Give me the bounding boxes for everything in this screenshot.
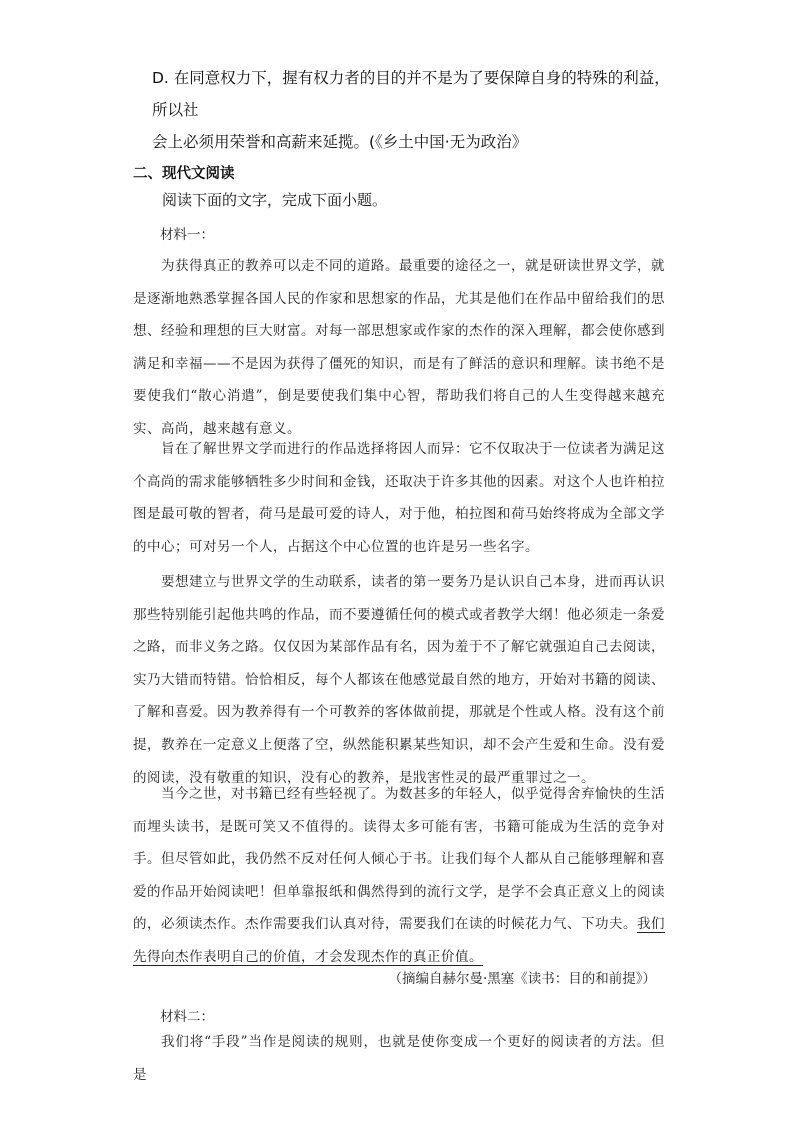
paragraph-main-text: 当今之世，对书籍已经有些轻视了。为数甚多的年轻人，似乎觉得舍弃愉快的生活而埋头读书，是既可笑又不值得的。读得太多可能有害，书籍可能成为生活的竞争对手。但尽管如此，我仍然不反对任何人倾心于书。让我们每个人都从自己能够理解和喜爱的作品开始阅读吧！但单靠报纸和偶然得到的流行文学，是学不会真正意义上的阅读的，必须读杰作。杰作需要我们认真对待，需要我们在读的时候花力气、下功夫。 <box>133 786 665 933</box>
material-1-label: 材料一： <box>160 227 214 243</box>
paragraph-text: 我们将“手段”当作是阅读的规则，也就是使你变成一个更好的阅读者的方法。但是 <box>133 1034 665 1083</box>
underlined-sentence: 我们先得向杰作表明自己的价值，才会发现杰作的真正价值。 <box>133 916 665 965</box>
material-1-paragraph-2 <box>133 433 665 563</box>
section-heading: 二、现代文阅读 <box>133 166 235 182</box>
paragraph-text: 要想建立与世界文学的生动联系，读者的第一要务乃是认识自己本身，进而再认识那些特别能引起他共鸣的作品，而不要遵循任何的模式或者教学大纲！他必须走一条爱之路，而非义务之路。仅仅因为某部作品有名，因为羞于不了解它就强迫自己去阅读，实乃大错而特错。恰恰相反，每个人都该在他感觉最自然的地方，开始对书籍的阅读、了解和喜爱。因为教养得有一个可教养的客体做前提，那就是个性或人格。没有这个前提，教养在一定意义上便落了空，纵然能积累某些知识，却不会产生爱和生命。没有爱的阅读，没有敬重的知识，没有心的教养，是戕害性灵的最严重罪过之一。 <box>133 574 665 786</box>
option-d-line-2: 会上必须用荣誉和高薪来延揽。(《乡土中国·无为政治》 <box>152 133 528 151</box>
material-2-label: 材料二： <box>160 1009 214 1025</box>
paragraph-text <box>133 778 665 974</box>
paragraph-text: 旨在了解世界文学而进行的作品选择将因人而异：它不仅取决于一位读者为满足这个高尚的需求能够牺牲多少时间和金钱，还取决于许多其他的因素。对这个人也许柏拉图是最可敬的智者，荷马是最可爱的诗人，对于他，柏拉图和荷马始终将成为全部文学的中心；可对另一个人，占据这个中心位置的也许是另一些名字。 <box>133 441 665 555</box>
option-d <box>152 62 682 158</box>
material-1-paragraph-1 <box>133 250 665 446</box>
option-d-line-1: D. 在同意权力下，握有权力者的目的并不是为了要保障自身的特殊的利益，所以社 <box>152 69 670 119</box>
material-1-paragraph-4 <box>133 778 665 974</box>
material-1-paragraph-3 <box>133 566 665 794</box>
material-1-source: （摘编自赫尔曼·黑塞《读书：目的和前提》） <box>388 971 656 987</box>
paragraph-text: 为获得真正的教养可以走不同的道路。最重要的途径之一，就是研读世界文学，就是逐渐地熟悉掌握各国人民的作家和思想家的作品，尤其是他们在作品中留给我们的思想、经验和理想的巨大财富。对每一部思想家或作家的杰作的深入理解，都会使你感到满足和幸福——不是因为获得了僵死的知识，而是有了鲜活的意识和理解。读书绝不是要使我们“散心消遣”，倒是要使我们集中心智，帮助我们将自己的人生变得越来越充实、高尚，越来越有意义。 <box>133 258 665 437</box>
reading-instruction: 阅读下面的文字，完成下面小题。 <box>162 191 388 209</box>
material-2-paragraph-1 <box>133 1026 665 1091</box>
